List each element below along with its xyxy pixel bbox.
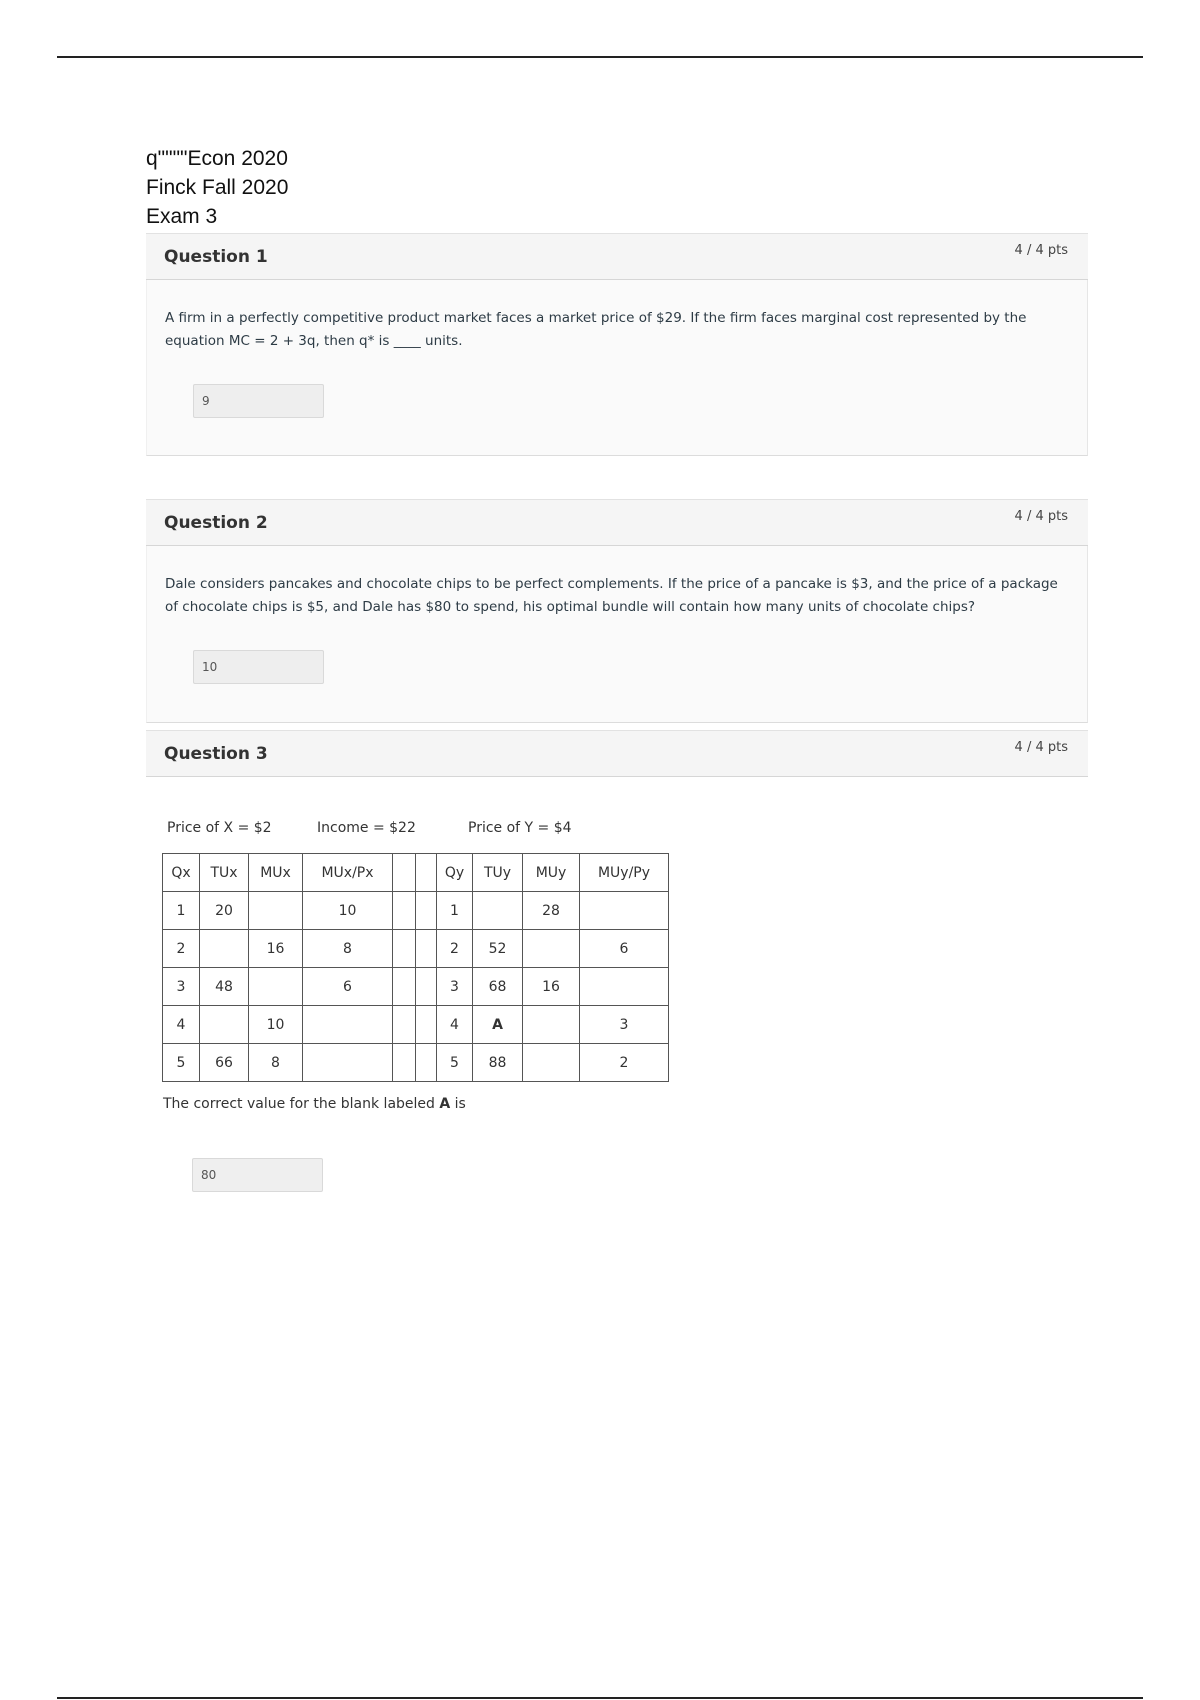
caption-prefix: The correct value for the blank labeled: [163, 1096, 440, 1112]
question-3-points: 4 / 4 pts: [1014, 740, 1068, 755]
table-cell: 28: [523, 892, 580, 930]
table-cell: 4: [437, 1006, 473, 1044]
table-cell: [200, 1006, 249, 1044]
table-cell: 10: [249, 1006, 303, 1044]
spacer-cell: [416, 1006, 437, 1044]
spacer-cell: [416, 968, 437, 1006]
table-cell: 1: [163, 892, 200, 930]
table-cell: 16: [249, 930, 303, 968]
caption-bold: A: [439, 1096, 451, 1112]
question-1-title: Question 1: [164, 247, 268, 267]
question-3-caption: [163, 1096, 466, 1112]
top-rule: [57, 56, 1143, 58]
table-cell: [303, 1044, 393, 1082]
table-cell: 68: [473, 968, 523, 1006]
question-2-body: [146, 546, 1088, 723]
table-row: [163, 1006, 669, 1044]
table-row: [163, 968, 669, 1006]
table-cell: 1: [437, 892, 473, 930]
spacer-cell: [416, 930, 437, 968]
table-cell: 6: [580, 930, 669, 968]
spacer-column: [393, 854, 416, 892]
table-cell: [249, 892, 303, 930]
question-3-answer: 80: [192, 1158, 323, 1192]
course-title: q""""Econ 2020: [146, 147, 288, 170]
table-cell: 10: [303, 892, 393, 930]
question-1-header: [146, 233, 1088, 280]
table-cell: 8: [303, 930, 393, 968]
price-x-label: Price of X = $2: [167, 820, 272, 836]
question-3-title: Question 3: [164, 744, 268, 764]
table-cell: 5: [163, 1044, 200, 1082]
document-header: [146, 144, 288, 231]
spacer-cell: [416, 892, 437, 930]
question-3-header: [146, 730, 1088, 777]
bottom-rule: [57, 1697, 1143, 1699]
income-label: Income = $22: [317, 820, 416, 836]
table-cell: [523, 1044, 580, 1082]
header-tux: TUx: [200, 854, 249, 892]
table-cell: 3: [580, 1006, 669, 1044]
header-mux: MUx: [249, 854, 303, 892]
table-cell: 3: [437, 968, 473, 1006]
question-1-body: [146, 280, 1088, 456]
table-header-row: [163, 854, 669, 892]
table-cell: 88: [473, 1044, 523, 1082]
price-y-label: Price of Y = $4: [468, 820, 572, 836]
table-cell: [523, 930, 580, 968]
blank-a-cell: A: [473, 1006, 523, 1044]
spacer-cell: [393, 930, 416, 968]
question-2-answer: 10: [193, 650, 324, 684]
question-2-header: [146, 499, 1088, 546]
header-mux-px: MUx/Px: [303, 854, 393, 892]
table-cell: 4: [163, 1006, 200, 1044]
spacer-cell: [393, 892, 416, 930]
question-1-points: 4 / 4 pts: [1014, 243, 1068, 258]
caption-suffix: is: [450, 1096, 466, 1112]
table-cell: 2: [163, 930, 200, 968]
table-cell: [473, 892, 523, 930]
table-cell: [580, 968, 669, 1006]
table-row: [163, 1044, 669, 1082]
table-cell: 5: [437, 1044, 473, 1082]
spacer-cell: [393, 1044, 416, 1082]
utility-table: [162, 853, 669, 1082]
instructor-term: Finck Fall 2020: [146, 176, 289, 199]
table-cell: 20: [200, 892, 249, 930]
table-cell: [249, 968, 303, 1006]
question-1-text: A firm in a perfectly competitive product market faces a market price of $29. If the firm faces marginal cost represented by the equation MC = 2 + 3q, then q* is ____ units.: [165, 310, 1027, 349]
header-muy-py: MUy/Py: [580, 854, 669, 892]
table-cell: [523, 1006, 580, 1044]
spacer-cell: [416, 1044, 437, 1082]
question-2-text: Dale considers pancakes and chocolate chips to be perfect complements. If the price of a pancake is $3, and the price of a package of chocolate chips is $5, and Dale has $80 to spend, his optimal bundle will contain how many units of chocolate chips?: [165, 576, 1058, 615]
spacer-column: [416, 854, 437, 892]
header-muy: MUy: [523, 854, 580, 892]
table-cell: 2: [437, 930, 473, 968]
table-cell: [303, 1006, 393, 1044]
exam-title: Exam 3: [146, 205, 218, 228]
question-1-answer: 9: [193, 384, 324, 418]
question-2-points: 4 / 4 pts: [1014, 509, 1068, 524]
spacer-cell: [393, 968, 416, 1006]
table-cell: 6: [303, 968, 393, 1006]
table-row: [163, 892, 669, 930]
header-qy: Qy: [437, 854, 473, 892]
table-cell: 52: [473, 930, 523, 968]
table-cell: [580, 892, 669, 930]
spacer-cell: [393, 1006, 416, 1044]
table-cell: 48: [200, 968, 249, 1006]
table-row: [163, 930, 669, 968]
table-cell: 2: [580, 1044, 669, 1082]
header-qx: Qx: [163, 854, 200, 892]
question-2-title: Question 2: [164, 513, 268, 533]
table-cell: 8: [249, 1044, 303, 1082]
header-tuy: TUy: [473, 854, 523, 892]
table-cell: 3: [163, 968, 200, 1006]
table-cell: 66: [200, 1044, 249, 1082]
table-cell: [200, 930, 249, 968]
table-cell: 16: [523, 968, 580, 1006]
